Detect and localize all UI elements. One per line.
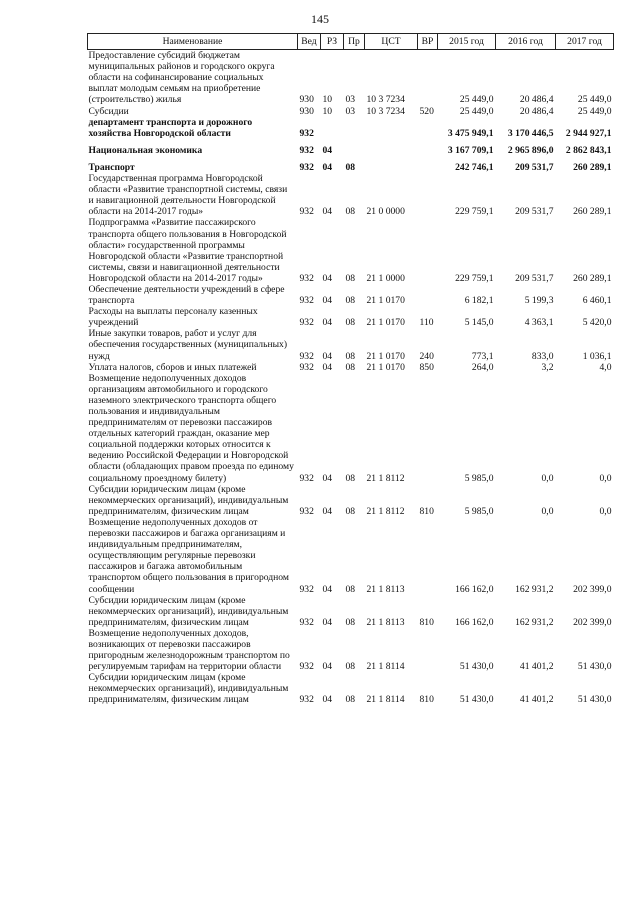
row-pr: 08 <box>345 295 356 307</box>
row-name: Предоставление субсидий бюджетам муниципальных районов и городского округа области на софинансирование социальных выплат молодым семьям на приобретение (строительство) жилья <box>88 50 275 106</box>
table-row <box>88 217 614 284</box>
row-pr: 08 <box>345 616 356 628</box>
row-cst: 10 3 7234 <box>366 105 405 117</box>
row-ved: 932 <box>299 583 314 595</box>
header-2017: 2017 год <box>556 34 614 50</box>
row-pr <box>344 117 365 139</box>
row-2015: 264,0 <box>471 361 494 373</box>
row-rz: 04 <box>322 350 333 362</box>
row-2016: 41 401,2 <box>519 661 554 673</box>
row-pr <box>344 139 365 156</box>
row-2016: 4 363,1 <box>524 317 554 329</box>
row-2017: 51 430,0 <box>577 661 612 673</box>
row-vr: 810 <box>419 616 434 628</box>
row-name: Национальная экономика <box>88 144 203 156</box>
table-row <box>88 306 614 328</box>
row-cst: 21 1 8112 <box>366 472 405 484</box>
row-pr: 08 <box>345 350 356 362</box>
row-name: Субсидии юридическим лицам (кроме некоммерческих организаций), индивидуальным предпринимателям, физическим лицам <box>88 672 289 706</box>
row-2016: 209 531,7 <box>515 272 554 284</box>
row-ved: 932 <box>299 505 314 517</box>
row-name: Государственная программа Новгородской области «Развитие транспортной системы, связи и навигационной деятельности Новгородской области на 2014-2017 годы» <box>88 173 288 218</box>
row-2015: 229 759,1 <box>455 272 494 284</box>
row-rz: 04 <box>322 161 333 173</box>
table-row <box>88 50 614 106</box>
row-ved: 932 <box>299 472 314 484</box>
row-name: Транспорт <box>88 161 135 173</box>
row-cst: 10 3 7234 <box>366 94 405 106</box>
row-2016: 0,0 <box>541 472 554 484</box>
table-row <box>88 517 614 595</box>
row-2017: 25 449,0 <box>577 105 612 117</box>
page-number: 145 <box>311 12 329 26</box>
row-pr: 08 <box>345 272 356 284</box>
row-2015: 25 449,0 <box>459 94 494 106</box>
row-2017: 2 862 843,1 <box>565 144 612 156</box>
row-name: Субсидии <box>88 105 129 117</box>
table-row <box>88 117 614 139</box>
row-2017: 51 430,0 <box>577 694 612 706</box>
header-2015: 2015 год <box>438 34 496 50</box>
table-row <box>88 156 614 173</box>
row-cst <box>365 139 418 156</box>
table-header <box>88 34 614 50</box>
row-vr <box>418 517 438 595</box>
row-2017: 0,0 <box>599 505 612 517</box>
table-row <box>88 328 614 361</box>
row-ved: 930 <box>299 105 314 117</box>
row-rz: 04 <box>322 694 333 706</box>
row-name: Иные закупки товаров, работ и услуг для обеспечения государственных (муниципальных) нужд <box>88 328 288 362</box>
row-pr: 03 <box>345 105 356 117</box>
row-ved: 932 <box>299 317 314 329</box>
row-2015: 51 430,0 <box>459 694 494 706</box>
table-row <box>88 628 614 672</box>
row-name: Подпрограмма «Развитие пассажирского транспорта общего пользования в Новгородской области» государственной программы Новгородской области «Развитие транспортной системы, связи и навигационной деятельности Новгородской области на 2014-2017 годы» <box>88 217 287 284</box>
header-ved: Вед <box>298 34 321 50</box>
header-name: Наименование <box>88 34 298 50</box>
row-2017: 25 449,0 <box>577 94 612 106</box>
table-row <box>88 362 614 373</box>
row-cst: 21 1 0170 <box>366 350 405 362</box>
table-row <box>88 139 614 156</box>
header-pr: Пр <box>344 34 365 50</box>
row-vr <box>418 139 438 156</box>
row-rz: 04 <box>322 206 333 218</box>
table-row <box>88 173 614 217</box>
row-2015: 166 162,0 <box>455 616 494 628</box>
row-cst <box>365 156 418 173</box>
row-2015: 166 162,0 <box>455 583 494 595</box>
budget-table <box>87 33 614 706</box>
row-2015: 5 145,0 <box>464 317 494 329</box>
row-vr: 110 <box>419 317 434 329</box>
table-body <box>88 50 614 706</box>
row-pr: 08 <box>345 583 356 595</box>
header-rz: РЗ <box>321 34 344 50</box>
row-2016: 41 401,2 <box>519 694 554 706</box>
row-vr: 240 <box>419 350 434 362</box>
row-cst: 21 1 8114 <box>366 694 405 706</box>
row-2015: 6 182,1 <box>464 295 494 307</box>
row-pr: 08 <box>345 361 356 373</box>
row-2017: 0,0 <box>599 472 612 484</box>
row-2016: 5 199,3 <box>524 295 554 307</box>
table-row <box>88 672 614 705</box>
table-row <box>88 484 614 517</box>
row-name: Возмещение недополученных доходов организациям автомобильного и городского наземного электрического транспорта общего пользования и индивидуальным предпринимателям от перевозки пассажиров отдельных категорий граждан, оказание мер социальной поддержки которых относится к ведению Российской Федерации и Новгородской области (обладающих правом проезда по единому социальному проездному билету) <box>88 372 294 484</box>
row-vr: 850 <box>419 361 434 373</box>
row-2016: 833,0 <box>531 350 554 362</box>
row-cst: 21 1 0170 <box>366 361 405 373</box>
row-pr: 08 <box>345 206 356 218</box>
row-2016: 0,0 <box>541 505 554 517</box>
row-name: Уплата налогов, сборов и иных платежей <box>88 361 257 373</box>
row-2017: 1 036,1 <box>582 350 612 362</box>
row-rz: 04 <box>322 144 333 156</box>
row-2015: 51 430,0 <box>459 661 494 673</box>
header-2016: 2016 год <box>496 34 556 50</box>
row-name: Субсидии юридическим лицам (кроме некоммерческих организаций), индивидуальным предпринимателям, физическим лицам <box>88 483 289 517</box>
row-rz: 04 <box>322 472 333 484</box>
row-vr <box>418 50 438 106</box>
row-2016: 20 486,4 <box>519 105 554 117</box>
row-ved: 932 <box>299 661 314 673</box>
row-cst: 21 1 0170 <box>366 317 405 329</box>
budget-table-container <box>87 33 613 706</box>
row-rz: 04 <box>322 361 333 373</box>
row-vr <box>418 117 438 139</box>
row-pr: 08 <box>345 505 356 517</box>
row-2017: 6 460,1 <box>582 295 612 307</box>
row-2017: 4,0 <box>599 361 612 373</box>
row-rz <box>321 117 344 139</box>
row-rz: 04 <box>322 317 333 329</box>
row-2015: 242 746,1 <box>455 161 494 173</box>
row-pr: 08 <box>345 317 356 329</box>
row-cst: 21 1 0000 <box>366 272 405 284</box>
row-name: Обеспечение деятельности учреждений в сфере транспорта <box>88 283 285 307</box>
row-vr <box>418 284 438 306</box>
row-ved: 932 <box>299 350 314 362</box>
header-vr: ВР <box>418 34 438 50</box>
row-rz: 10 <box>322 105 333 117</box>
row-2016: 3 170 446,5 <box>507 127 554 139</box>
row-vr: 520 <box>419 105 434 117</box>
row-pr: 08 <box>345 694 356 706</box>
header-cst: ЦСТ <box>365 34 418 50</box>
row-rz: 04 <box>322 272 333 284</box>
row-vr: 810 <box>419 694 434 706</box>
row-2016: 162 931,2 <box>515 616 554 628</box>
row-pr: 08 <box>345 161 356 173</box>
row-ved: 932 <box>299 361 314 373</box>
row-name: Субсидии юридическим лицам (кроме некоммерческих организаций), индивидуальным предпринимателям, физическим лицам <box>88 594 289 628</box>
row-vr: 810 <box>419 505 434 517</box>
row-2015: 5 985,0 <box>464 472 494 484</box>
row-2016: 209 531,7 <box>515 206 554 218</box>
row-pr: 03 <box>345 94 356 106</box>
row-2016: 2 965 896,0 <box>507 144 554 156</box>
row-rz: 04 <box>322 616 333 628</box>
row-2016: 20 486,4 <box>519 94 554 106</box>
row-rz: 04 <box>322 505 333 517</box>
row-2016: 209 531,7 <box>515 161 554 173</box>
row-ved: 932 <box>299 127 314 139</box>
row-vr <box>418 628 438 672</box>
row-ved: 932 <box>299 206 314 218</box>
row-ved: 932 <box>299 295 314 307</box>
row-2016: 162 931,2 <box>515 583 554 595</box>
row-cst <box>365 117 418 139</box>
row-cst: 21 1 8112 <box>366 505 405 517</box>
row-cst: 21 0 0000 <box>366 206 405 218</box>
row-2015: 229 759,1 <box>455 206 494 218</box>
row-2017: 2 944 927,1 <box>565 127 612 139</box>
row-2017: 202 399,0 <box>573 616 612 628</box>
row-ved: 932 <box>299 161 314 173</box>
row-2017: 5 420,0 <box>582 317 612 329</box>
header-row <box>88 34 614 50</box>
row-2015: 3 167 709,1 <box>447 144 494 156</box>
row-2015: 25 449,0 <box>459 105 494 117</box>
row-ved: 932 <box>299 272 314 284</box>
row-ved: 932 <box>299 144 314 156</box>
row-cst: 21 1 0170 <box>366 295 405 307</box>
row-ved: 932 <box>299 694 314 706</box>
row-2017: 260 289,1 <box>573 206 612 218</box>
row-vr <box>418 173 438 217</box>
row-rz: 10 <box>322 94 333 106</box>
row-2017: 260 289,1 <box>573 272 612 284</box>
row-cst: 21 1 8113 <box>366 616 405 628</box>
row-2017: 202 399,0 <box>573 583 612 595</box>
table-row <box>88 595 614 628</box>
table-row <box>88 284 614 306</box>
row-vr <box>418 217 438 284</box>
row-pr: 08 <box>345 472 356 484</box>
row-name: Возмещение недополученных доходов от перевозки пассажиров и багажа организациям и индивидуальным предпринимателям, осуществляющим регулярные перевозки пассажиров и багажа автомобильным транспортом общего пользования в пригородном сообщении <box>88 516 289 595</box>
row-ved: 932 <box>299 616 314 628</box>
row-vr <box>418 156 438 173</box>
row-rz: 04 <box>322 295 333 307</box>
row-2015: 3 475 949,1 <box>447 127 494 139</box>
table-row <box>88 373 614 484</box>
row-2016: 3,2 <box>541 361 554 373</box>
row-vr <box>418 373 438 484</box>
row-2015: 5 985,0 <box>464 505 494 517</box>
row-cst: 21 1 8113 <box>366 583 405 595</box>
row-2017: 260 289,1 <box>573 161 612 173</box>
row-name: департамент транспорта и дорожного хозяйства Новгородской области <box>88 116 253 139</box>
row-rz: 04 <box>322 661 333 673</box>
table-row <box>88 106 614 117</box>
row-name: Возмещение недополученных доходов, возникающих от перевозки пассажиров пригородным железнодорожным транспортом по регулируемым тарифам на территории области <box>88 627 290 673</box>
row-name: Расходы на выплаты персоналу казенных учреждений <box>88 306 258 329</box>
row-rz: 04 <box>322 583 333 595</box>
row-2015: 773,1 <box>471 350 494 362</box>
row-pr: 08 <box>345 661 356 673</box>
row-ved: 930 <box>299 94 314 106</box>
row-cst: 21 1 8114 <box>366 661 405 673</box>
